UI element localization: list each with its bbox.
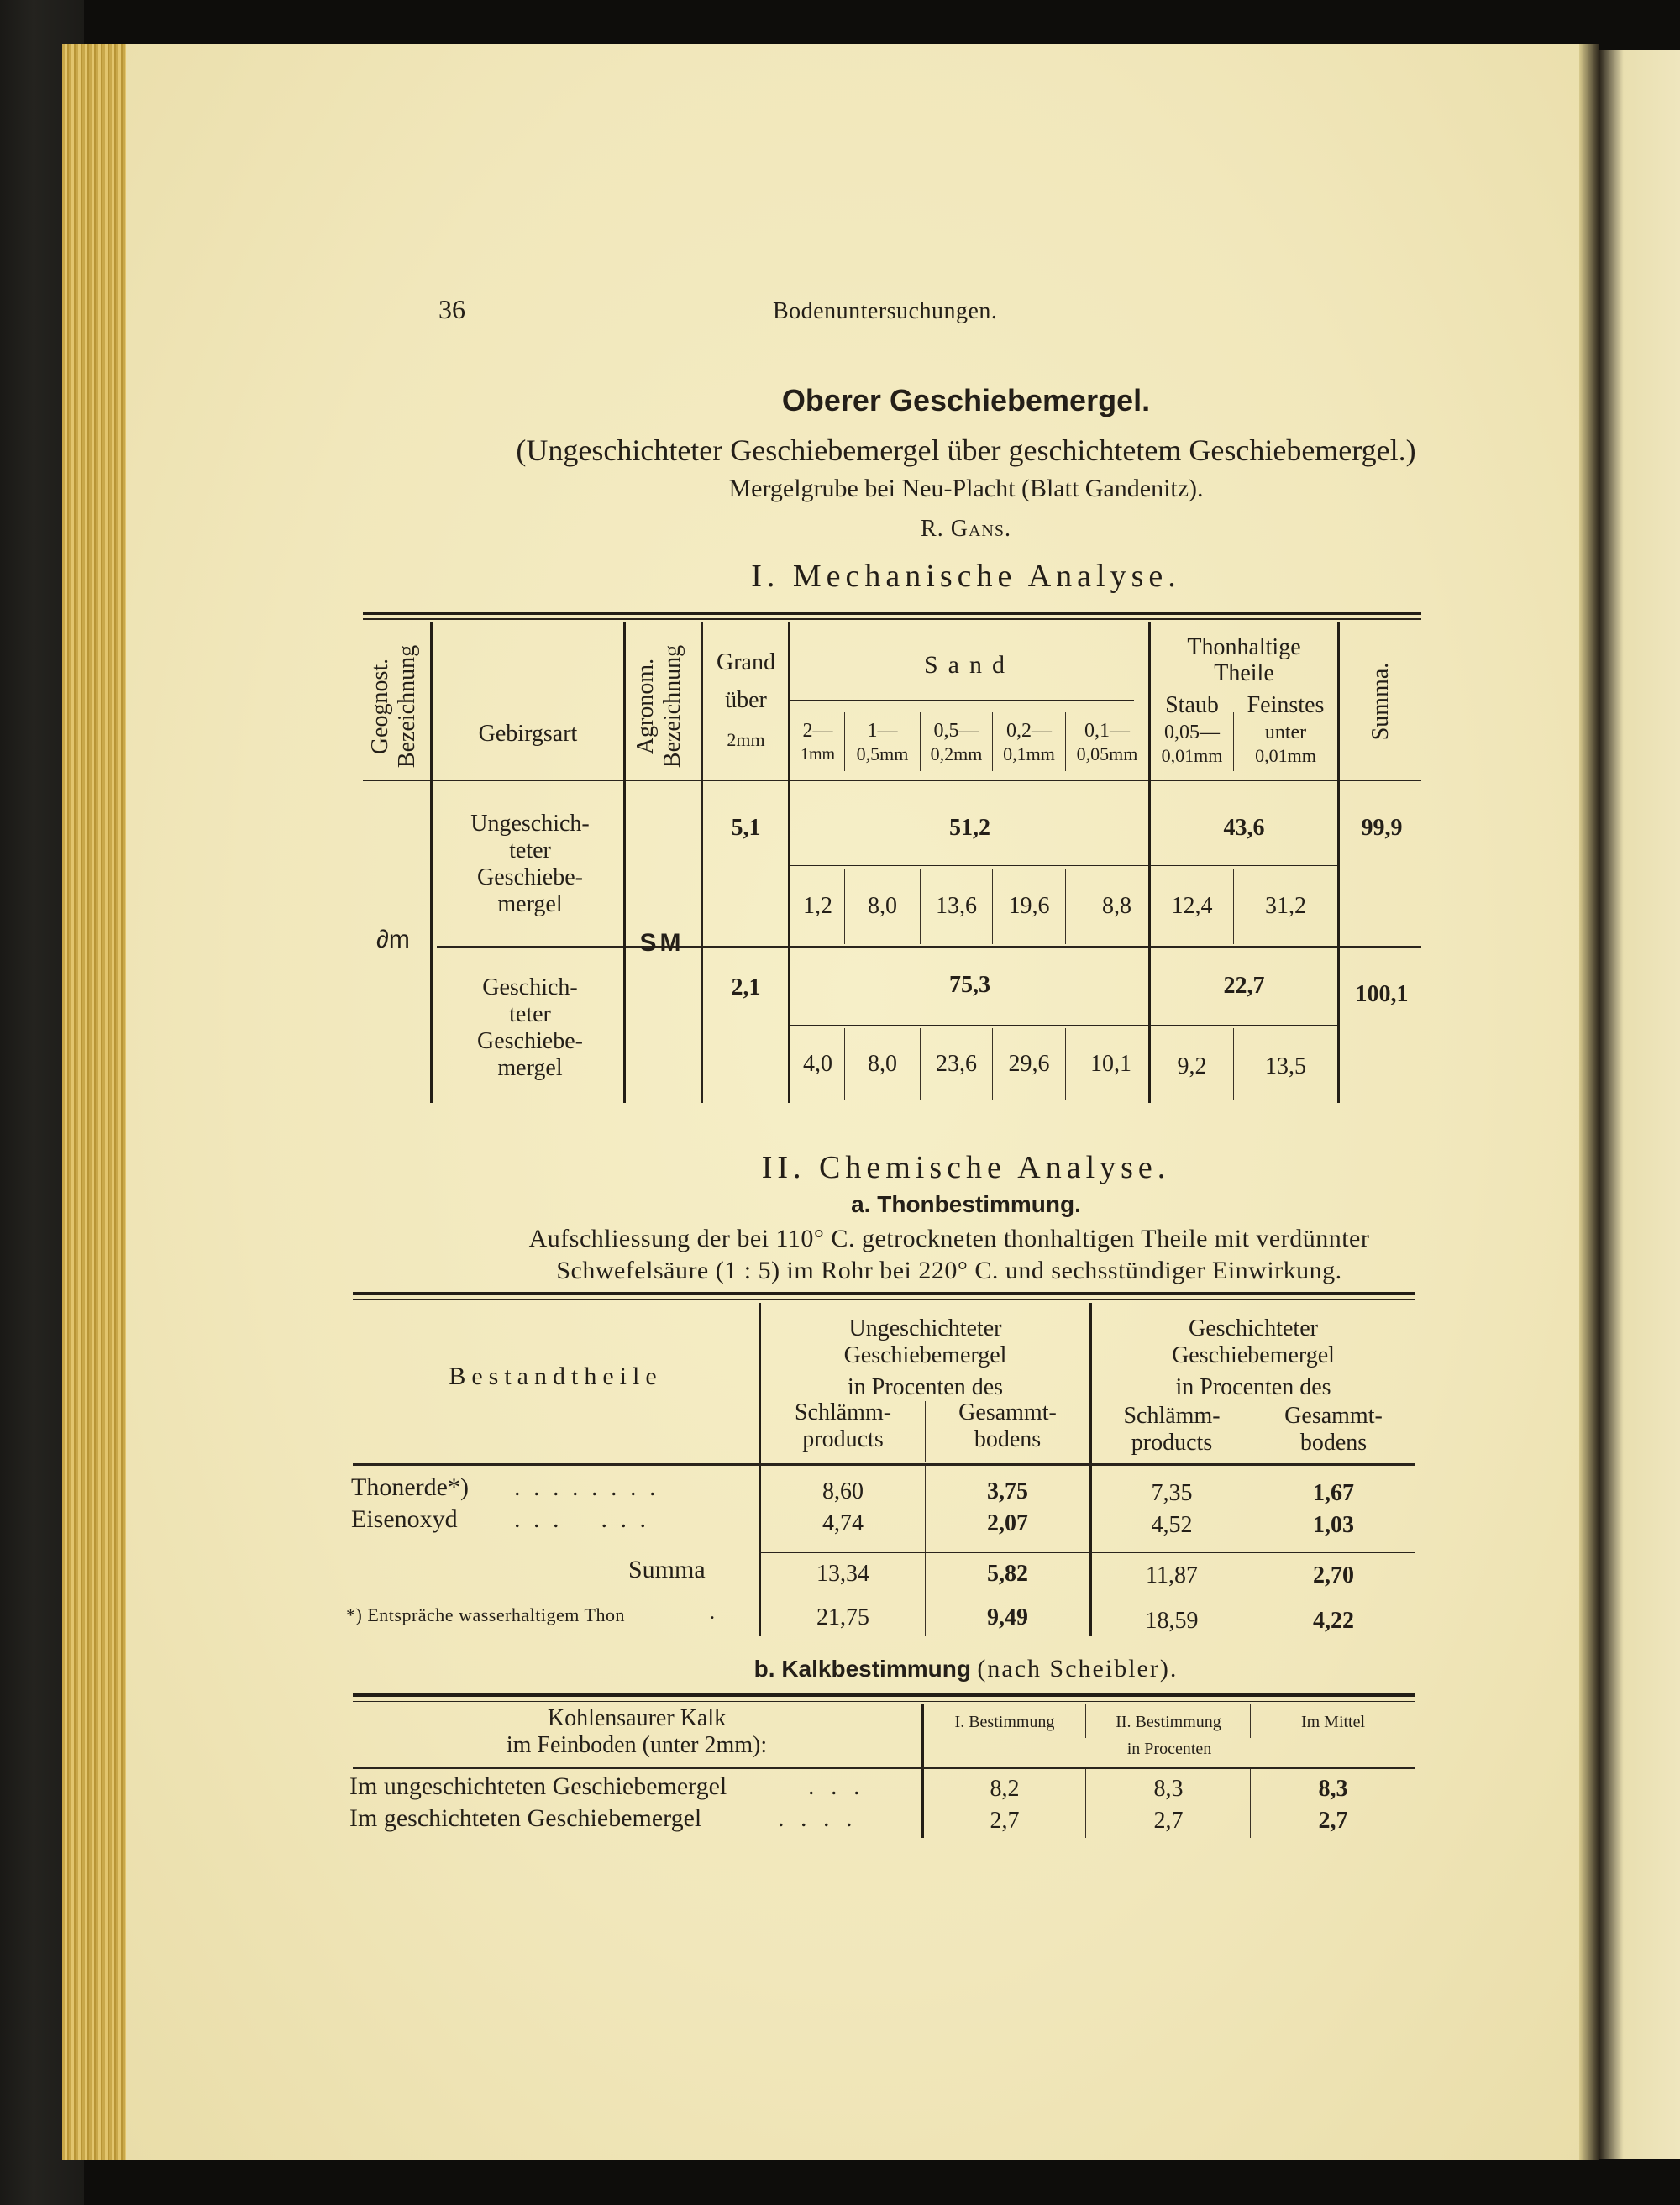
sand-col-1-bottom: 1mm: [800, 745, 836, 764]
row-eisenoxyd-dots: . . . . . .: [514, 1505, 649, 1533]
kalk-row2-v3: 2,7: [1318, 1808, 1348, 1834]
col-staub-range-bottom: 0,01mm: [1161, 745, 1223, 766]
thonerde-v2: 3,75: [987, 1478, 1028, 1504]
sand-col-3-bottom: 0,2mm: [930, 743, 983, 764]
row1-grand: 5,1: [731, 815, 761, 841]
sand-col-5-top: 0,1—: [1084, 720, 1130, 742]
running-title: Bodenuntersuchungen.: [773, 298, 998, 324]
footnote-dot: .: [710, 1602, 715, 1624]
row2-feinstes: 13,5: [1265, 1053, 1306, 1079]
sub-col-gesammt-1: Gesammt- bodens: [958, 1399, 1057, 1452]
eisenoxyd-v3: 4,52: [1151, 1512, 1193, 1538]
next-page-edge: [1599, 50, 1680, 2159]
kalk-row1-dots: . . .: [808, 1772, 865, 1800]
col-staub-range-top: 0,05—: [1164, 722, 1220, 743]
thonerde-v4: 1,67: [1313, 1480, 1354, 1506]
row1-summa: 99,9: [1361, 815, 1403, 841]
sand-col-2-top: 1—: [867, 720, 898, 742]
book-page: [126, 44, 1591, 2160]
book-gutter: [1579, 44, 1599, 2160]
row1-thon-total: 43,6: [1223, 815, 1265, 841]
col-gebirgsart-header: Gebirgsart: [478, 721, 578, 747]
section2a-heading: a. Thonbestimmung.: [851, 1191, 1081, 1217]
eisenoxyd-v2: 2,07: [987, 1510, 1028, 1536]
kalk-row1-v1: 8,2: [990, 1776, 1020, 1802]
kalk-row1-label: Im ungeschichteten Geschiebemergel: [349, 1772, 727, 1800]
kalk-col3-header: Im Mittel: [1300, 1713, 1366, 1731]
summa-v3: 11,87: [1146, 1562, 1198, 1588]
row1-gebirgsart: Ungeschich- teter Geschiebe- mergel: [470, 811, 590, 917]
kalk-row2-dots: . . . .: [778, 1804, 858, 1832]
section2a-desc-1: Aufschliessung der bei 110° C. getrockneten thonhaltigen Theile mit verdünnter: [528, 1225, 1370, 1252]
row2-sand-5: 10,1: [1090, 1051, 1131, 1077]
row1-sand-3: 13,6: [936, 893, 977, 919]
row2-summa: 100,1: [1355, 981, 1409, 1007]
sand-col-2-bottom: 0,5mm: [856, 743, 909, 764]
footnote-v3: 18,59: [1145, 1608, 1199, 1634]
footnote-v1: 21,75: [816, 1604, 869, 1630]
kalk-header-2: im Feinboden (unter 2mm):: [506, 1732, 768, 1758]
eisenoxyd-v4: 1,03: [1313, 1512, 1354, 1538]
row2-thon-total: 22,7: [1223, 973, 1265, 999]
kalk-row1-v3: 8,3: [1318, 1776, 1348, 1802]
row1-sand-2: 8,0: [868, 893, 897, 919]
kalk-col2-header: II. Bestimmung: [1116, 1713, 1221, 1731]
kalk-row2-v2: 2,7: [1153, 1808, 1184, 1834]
section2b-heading: b. Kalkbestimmung (nach Scheibler).: [753, 1655, 1179, 1683]
thonerde-v3: 7,35: [1151, 1480, 1193, 1506]
thonerde-v1: 8,60: [822, 1478, 864, 1504]
col-feinstes-header: Feinstes: [1247, 692, 1325, 718]
summa-v4: 2,70: [1313, 1562, 1354, 1588]
section2-heading: II. Chemische Analyse.: [761, 1150, 1171, 1185]
sand-col-3-top: 0,5—: [933, 720, 979, 742]
row1-sand-4: 19,6: [1008, 893, 1050, 919]
kalk-row2-v1: 2,7: [990, 1808, 1020, 1834]
col-sand-header: Sand: [924, 651, 1015, 679]
geognost-value: ∂m: [376, 926, 410, 953]
sand-col-4-bottom: 0,1mm: [1003, 743, 1055, 764]
col-thon-header-1: Thonhaltige: [1187, 634, 1301, 660]
row1-sand-total: 51,2: [949, 815, 990, 841]
row-thonerde-dots: . . . . . . . .: [514, 1473, 659, 1501]
row2-sand-1: 4,0: [803, 1051, 832, 1077]
kalk-col1-header: I. Bestimmung: [954, 1713, 1055, 1731]
row2-staub: 9,2: [1177, 1053, 1207, 1079]
row1-staub: 12,4: [1171, 893, 1213, 919]
col-grand-header-1: Grand: [717, 649, 775, 675]
summa-v2: 5,82: [987, 1561, 1028, 1587]
col-feinstes-range-bottom: 0,01mm: [1255, 745, 1316, 766]
row2-grand: 2,1: [731, 974, 761, 1000]
location-line: Mergelgrube bei Neu-Placht (Blatt Gandenitz).: [728, 475, 1204, 502]
summa-v1: 13,34: [816, 1561, 869, 1587]
row2-sand-2: 8,0: [868, 1051, 897, 1077]
col-agronom-header: Agronom. Bezeichnung: [633, 644, 685, 769]
col-thon-header-2: Theile: [1214, 660, 1274, 686]
footnote-v2: 9,49: [987, 1604, 1028, 1630]
page-title: Oberer Geschiebemergel.: [781, 383, 1151, 417]
row2-sand-3: 23,6: [936, 1051, 977, 1077]
col-staub-header: Staub: [1165, 692, 1219, 718]
footnote-v4: 4,22: [1313, 1608, 1354, 1634]
summa-label: Summa: [628, 1556, 706, 1583]
kalk-header-1: Kohlensaurer Kalk: [547, 1705, 727, 1731]
section1-heading: I. Mechanische Analyse.: [751, 559, 1181, 594]
kalk-row2-label: Im geschichteten Geschiebemergel: [349, 1804, 702, 1832]
col-summa-header: Summa.: [1368, 662, 1394, 741]
row2-sand-4: 29,6: [1008, 1051, 1050, 1077]
sand-col-5-bottom: 0,05mm: [1076, 743, 1138, 764]
subtitle: (Ungeschichteter Geschiebemergel über geschichtetem Geschiebemergel.): [516, 433, 1416, 467]
kalk-row1-v2: 8,3: [1153, 1776, 1184, 1802]
sand-col-4-top: 0,2—: [1006, 720, 1052, 742]
bestandtheile-header: Bestandtheile: [449, 1362, 663, 1390]
row2-gebirgsart: Geschich- teter Geschiebe- mergel: [477, 974, 583, 1081]
group-ungeschichtet-header: Ungeschichteter Geschiebemergel in Procenten des: [843, 1315, 1007, 1400]
col-feinstes-range-top: unter: [1264, 722, 1307, 743]
agronom-value: SM: [639, 929, 685, 957]
kalk-col-sub-header: in Procenten: [1126, 1740, 1212, 1758]
col-grand-header-3: 2mm: [727, 729, 765, 750]
group-geschichtet-header: Geschichteter Geschiebemergel in Procenten des: [1172, 1315, 1335, 1400]
row1-sand-1: 1,2: [803, 893, 832, 919]
author-line: R. Gans.: [921, 516, 1011, 542]
sand-col-1-top: 2—: [802, 720, 833, 742]
row2-sand-total: 75,3: [949, 972, 990, 998]
section2a-desc-2: Schwefelsäure (1 : 5) im Rohr bei 220° C. und sechsstündiger Einwirkung.: [556, 1257, 1342, 1284]
col-geognost-header: Geognost. Bezeichnung: [367, 644, 420, 769]
page-number: 36: [438, 294, 465, 324]
row-thonerde-label: Thonerde*): [351, 1473, 469, 1501]
eisenoxyd-v1: 4,74: [822, 1510, 864, 1536]
sub-col-schlaemm-2: Schlämm- products: [1123, 1403, 1221, 1456]
footnote-label: *) Entspräche wasserhaltigem Thon: [346, 1604, 625, 1625]
row-eisenoxyd-label: Eisenoxyd: [351, 1505, 458, 1533]
col-grand-header-2: über: [725, 687, 767, 713]
sub-col-schlaemm-1: Schlämm- products: [794, 1399, 892, 1452]
row1-feinstes: 31,2: [1265, 893, 1306, 919]
sub-col-gesammt-2: Gesammt- bodens: [1284, 1403, 1383, 1456]
row1-sand-5: 8,8: [1102, 893, 1131, 919]
